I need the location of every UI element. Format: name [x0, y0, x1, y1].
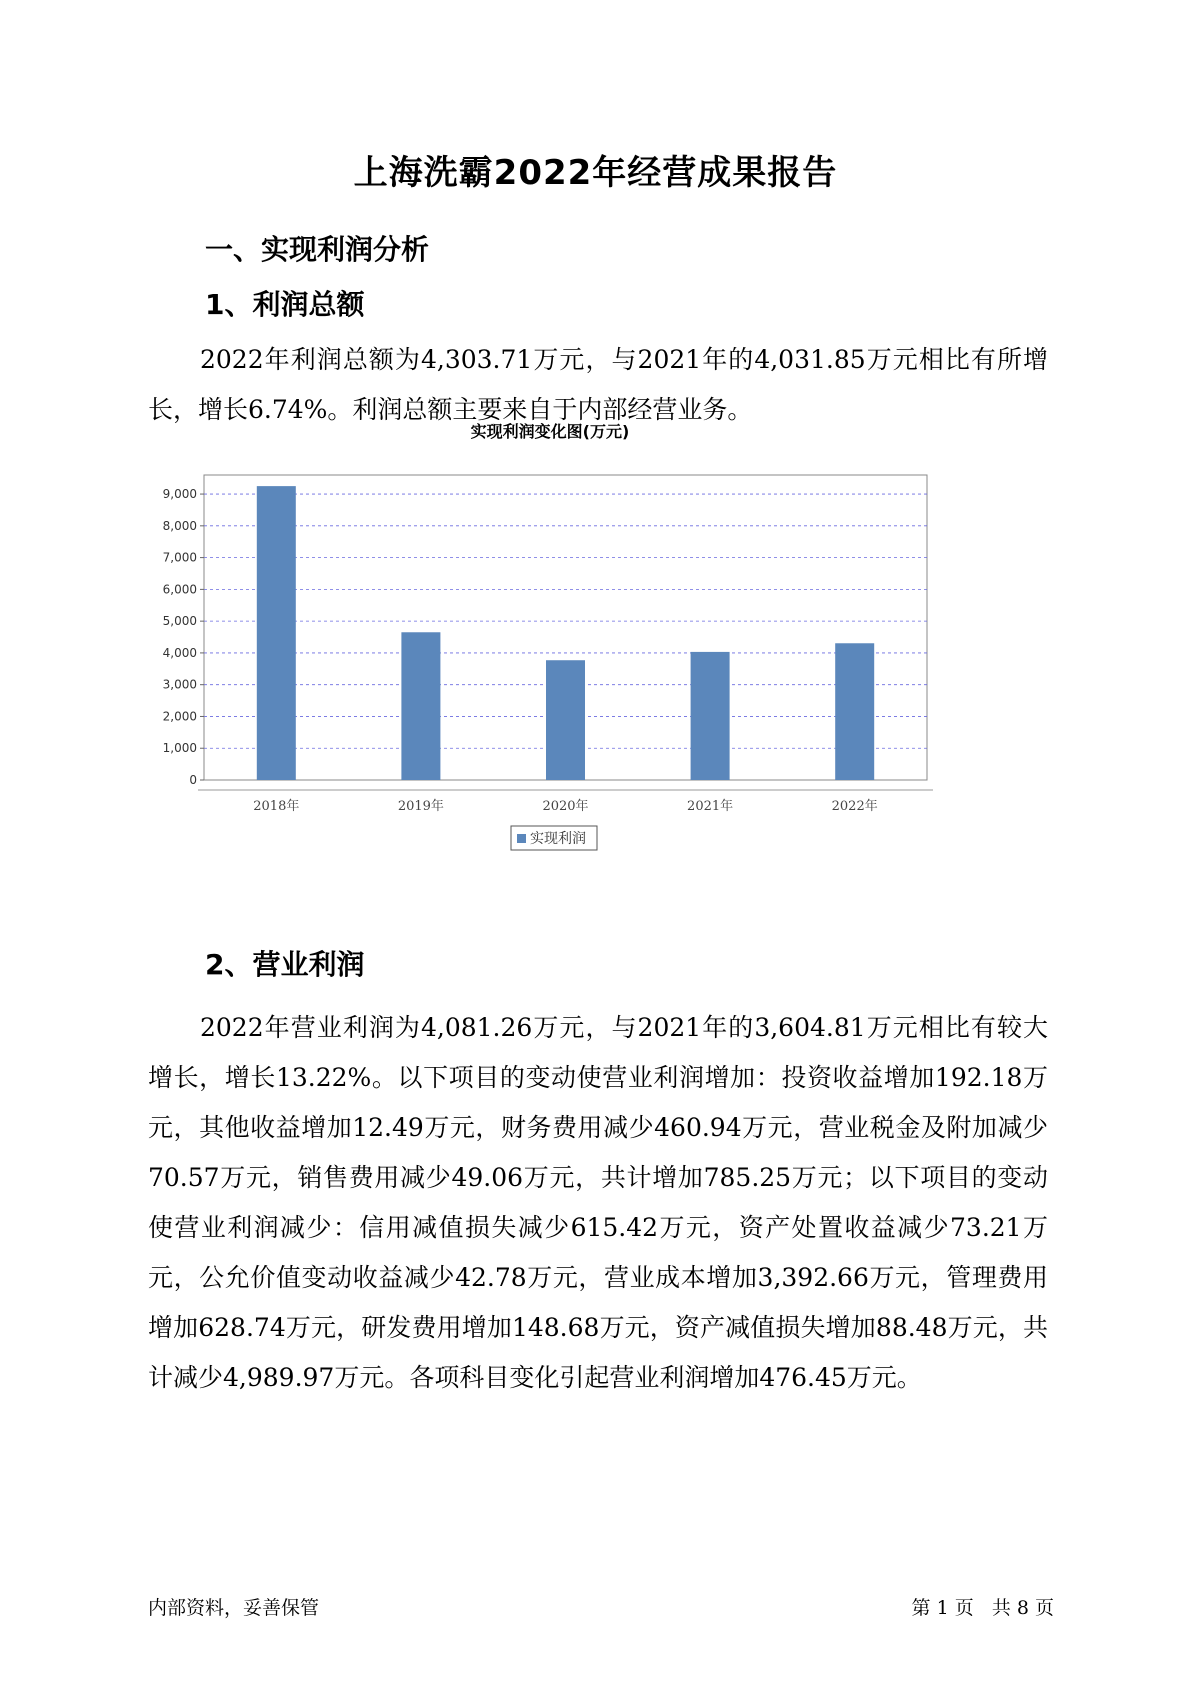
x-tick-label: 2020年 [542, 799, 589, 814]
legend-swatch [517, 834, 526, 843]
subsection-heading-operating-profit: 2、营业利润 [205, 948, 365, 981]
bar [401, 632, 440, 780]
y-tick-label: 8,000 [162, 518, 197, 533]
y-tick-label: 5,000 [162, 614, 197, 629]
x-tick-label: 2022年 [831, 799, 878, 814]
y-tick-label: 6,000 [162, 582, 197, 597]
y-tick-label: 2,000 [162, 709, 197, 724]
y-tick-label: 9,000 [162, 487, 197, 502]
y-tick-label: 1,000 [162, 741, 197, 756]
chart-title: 实现利润变化图(万元) [470, 422, 630, 441]
x-tick-label: 2019年 [397, 799, 444, 814]
x-tick-label: 2018年 [253, 799, 300, 814]
paragraph-operating-profit: 2022年营业利润为4,081.26万元，与2021年的3,604.81万元相比有较大增长，增长13.22%。以下项目的变动使营业利润增加：投资收益增加192.18万元，其他收益增加12.49万元，财务费用减少460.94万元，营业税金及附加减少70.57万元，销售费用减少49.06万元，共计增加785.25万元；以下项目的变动使营业利润减少：信用减值损失减少615.42万元，资产处置收益减少73.21万元，公允价值变动收益减少42.78万元，营业成本增加3,392.66万元，管理费用增加628.74万元，研发费用增加148.68万元，资产减值损失增加88.48万元，共计减少4,989.97万元。各项科目变化引起营业利润增加476.45万元。 [148, 1013, 1048, 1392]
bar [835, 643, 874, 780]
legend-label: 实现利润 [530, 831, 586, 847]
footer-confidential-note: 内部资料，妥善保管 [148, 1597, 320, 1619]
page-title: 上海洗霸2022年经营成果报告 [353, 153, 838, 193]
paragraph-total-profit: 2022年利润总额为4,303.71万元，与2021年的4,031.85万元相比有所增长，增长6.74%。利润总额主要来自于内部经营业务。 [148, 345, 1048, 424]
profit-bar-chart [150, 422, 1050, 847]
bar [257, 486, 296, 780]
bar [546, 660, 585, 780]
section-heading: 一、实现利润分析 [205, 233, 430, 266]
y-tick-label: 0 [189, 773, 197, 787]
bar [691, 652, 730, 780]
y-tick-label: 3,000 [162, 677, 197, 692]
x-tick-label: 2021年 [687, 799, 734, 814]
footer-page-number: 第 1 页 共 8 页 [911, 1597, 1054, 1619]
y-tick-label: 7,000 [162, 550, 197, 565]
subsection-heading-total-profit: 1、利润总额 [205, 288, 365, 321]
y-tick-label: 4,000 [162, 645, 197, 660]
